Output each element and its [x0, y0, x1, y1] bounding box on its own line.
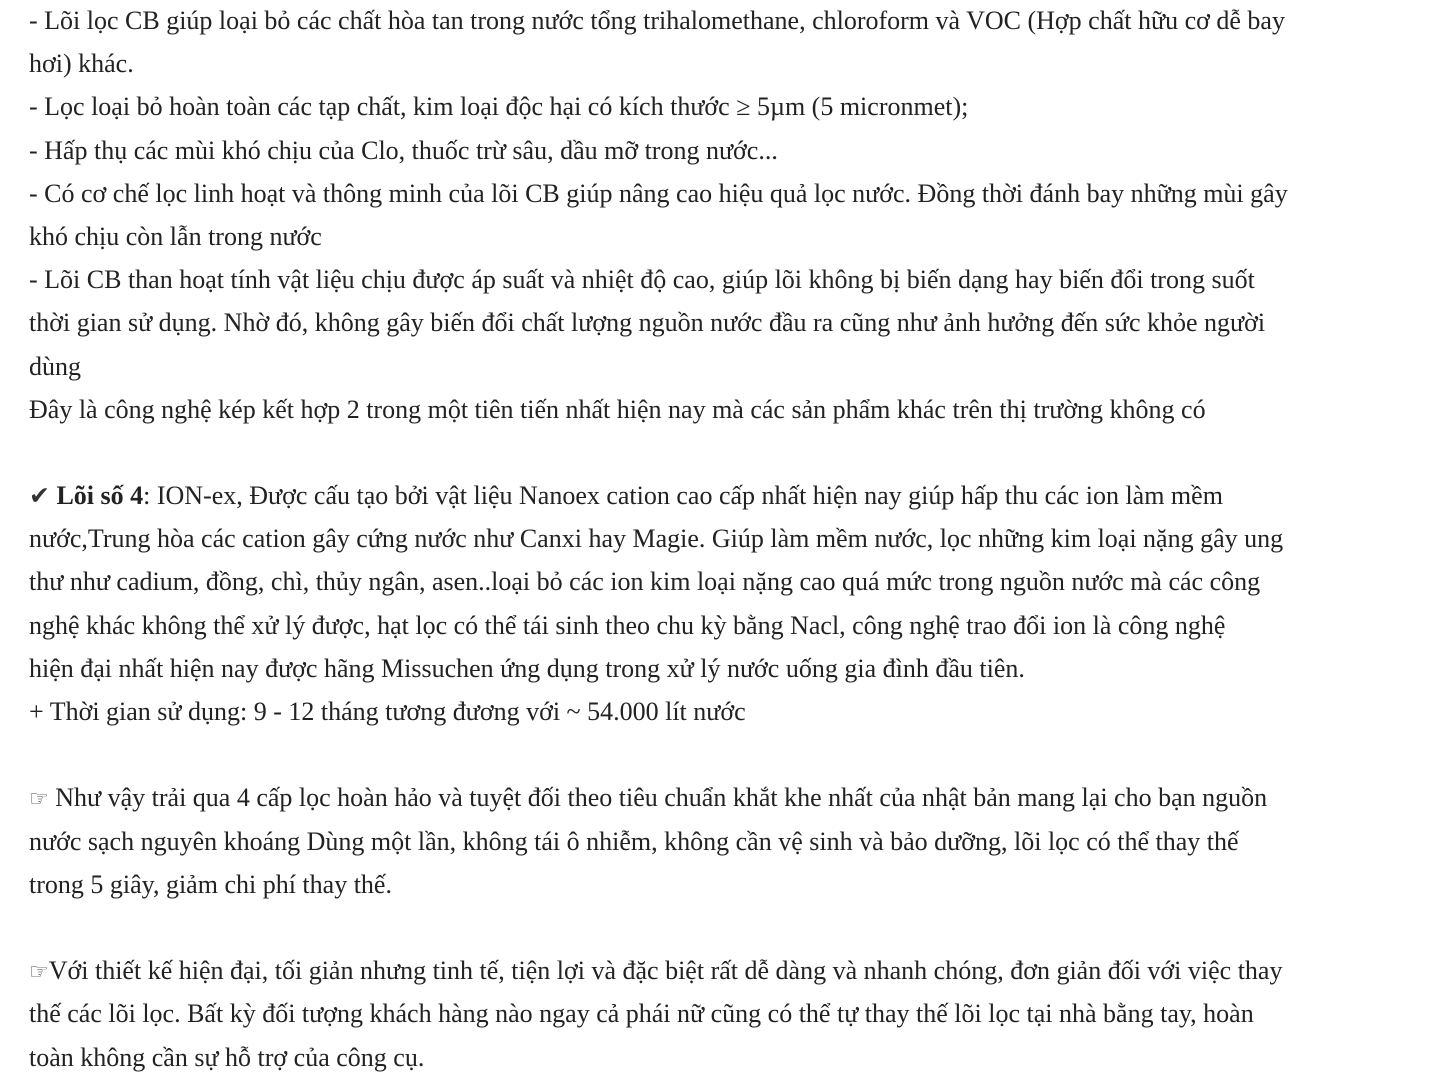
paragraph-spacer [29, 733, 1429, 776]
text-fragment: Với thiết kế hiện đại, tối giản nhưng tinh tế, tiện lợi và đặc biệt rất dễ dàng và nhanh chóng, đơn giản đối với việc thay [48, 956, 1283, 986]
text-line: toàn không cần sự hỗ trợ của công cụ. [29, 1042, 425, 1072]
article-body [29, 0, 1429, 1079]
summary-paragraph [29, 776, 1429, 906]
text-fragment: Như vậy trải qua 4 cấp lọc hoàn hảo và tuyệt đối theo tiêu chuẩn khắt khe nhất của nhật bản mang lại cho bạn nguồn [48, 783, 1268, 813]
text-line: thời gian sử dụng. Nhờ đó, không gây biến đổi chất lượng nguồn nước đầu ra cũng như ảnh hưởng đến sức khỏe người [29, 308, 1266, 338]
text-line: nước,Trung hòa các cation gây cứng nước như Canxi hay Magie. Giúp làm mềm nước, lọc những kim loại nặng gây ung [29, 524, 1284, 554]
text-line: khó chịu còn lẫn trong nước [29, 221, 322, 251]
text-line: - Hấp thụ các mùi khó chịu của Clo, thuốc trừ sâu, dầu mỡ trong nước... [29, 135, 778, 165]
check-mark-icon: ✔ [29, 481, 50, 511]
text-line: thư như cadium, đồng, chì, thủy ngân, asen..loại bỏ các ion kim loại nặng cao quá mức trong nguồn nước mà các công [29, 567, 1261, 597]
pointing-hand-icon: ☞ [29, 960, 49, 986]
design-paragraph [29, 949, 1429, 1079]
text-line: nghệ khác không thể xử lý được, hạt lọc có thể tái sinh theo chu kỳ bằng Nacl, công nghệ trao đổi ion là công nghệ [29, 610, 1226, 640]
paragraph-spacer [29, 906, 1429, 949]
pointing-hand-icon: ☞ [29, 787, 49, 813]
usage-time-line: + Thời gian sử dụng: 9 - 12 tháng tương đương với ~ 54.000 lít nước [29, 697, 746, 726]
summary-first-line [29, 776, 1429, 819]
core-4-paragraph [29, 474, 1429, 733]
text-line: - Có cơ chế lọc linh hoạt và thông minh của lõi CB giúp nâng cao hiệu quả lọc nước. Đồng thời đánh bay những mùi gây [29, 178, 1288, 208]
text-line: nước sạch nguyên khoáng Dùng một lần, không tái ô nhiễm, không cần vệ sinh và bảo dưỡng, lõi lọc có thể thay thế [29, 826, 1239, 856]
text-line: hiện đại nhất hiện nay được hãng Missuchen ứng dụng trong xử lý nước uống gia đình đầu tiên. [29, 653, 1025, 683]
text-line: dùng [29, 351, 81, 381]
paragraph-spacer [29, 431, 1429, 474]
core-4-title: Lõi số 4 [56, 481, 144, 511]
core-4-heading-line [29, 474, 1429, 517]
text-line: Đây là công nghệ kép kết hợp 2 trong một tiên tiến nhất hiện nay mà các sản phẩm khác trên thị trường không có [29, 394, 1206, 424]
text-line: - Lõi lọc CB giúp loại bỏ các chất hòa tan trong nước tổng trihalomethane, chloroform và VOC (Hợp chất hữu cơ dễ bay [29, 6, 1285, 35]
design-first-line [29, 949, 1429, 992]
text-line: - Lọc loại bỏ hoàn toàn các tạp chất, kim loại độc hại có kích thước ≥ 5µm (5 micronmet); [29, 92, 969, 122]
text-line: - Lõi CB than hoạt tính vật liệu chịu được áp suất và nhiệt độ cao, giúp lõi không bị biến dạng hay biến đổi trong suốt [29, 265, 1255, 295]
text-fragment: : ION-ex, Được cấu tạo bởi vật liệu Nanoex cation cao cấp nhất hiện nay giúp hấp thu các ion làm mềm [143, 481, 1223, 511]
cb-core-paragraph [29, 0, 1429, 431]
text-line: thế các lõi lọc. Bất kỳ đối tượng khách hàng nào ngay cả phái nữ cũng có thể tự thay thế lõi lọc tại nhà bằng tay, hoàn [29, 999, 1254, 1029]
text-line: hơi) khác. [29, 49, 134, 79]
text-line: trong 5 giây, giảm chi phí thay thế. [29, 869, 392, 899]
